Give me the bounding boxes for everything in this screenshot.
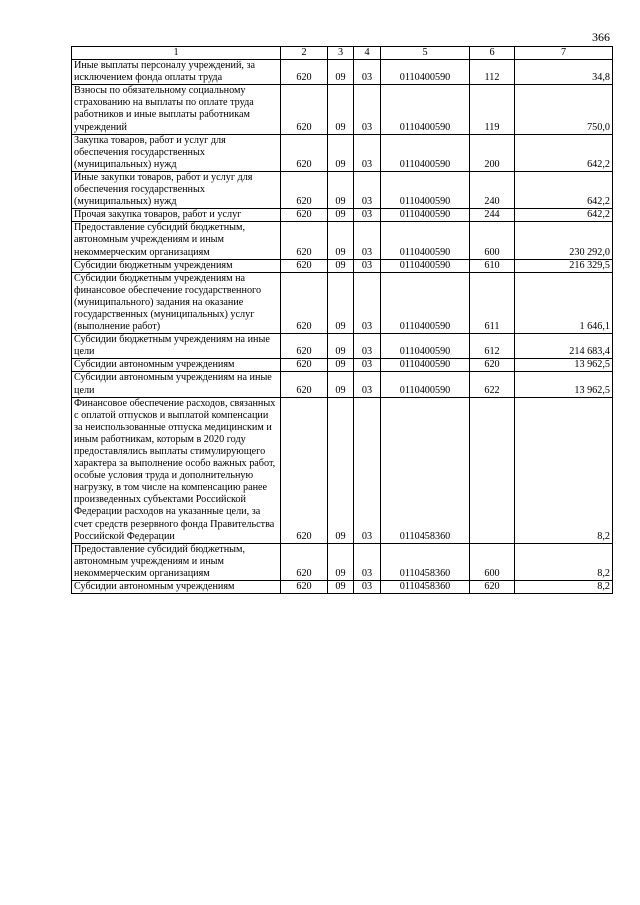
cell-amount: 34,8 <box>515 60 613 85</box>
header-col-4: 4 <box>354 47 381 60</box>
cell-name: Финансовое обеспечение расходов, связанных с оплатой отпусков и выплатой компенсации за неиспользованные отпуска медицинским и иным работникам, которым в 2020 году предоставлялись выплаты стимулирующего характера за выполнение особо важных работ, особые условия труда и дополнительную нагрузку, в том числе на компенсацию ранее произведенных субъектами Российской Федерации расходов на указанные цели, за счет средств резервного фонда Правительства Российской Федерации <box>72 397 281 543</box>
header-col-7: 7 <box>515 47 613 60</box>
cell-expense-type: 112 <box>470 60 515 85</box>
cell-section: 09 <box>328 171 354 208</box>
cell-amount: 216 329,5 <box>515 259 613 272</box>
cell-name: Субсидии бюджетным учреждениям на финансовое обеспечение государственного (муниципального) задания на оказание государственных (муниципальных) услуг (выполнение работ) <box>72 272 281 333</box>
cell-section: 09 <box>328 222 354 259</box>
cell-section: 09 <box>328 134 354 171</box>
cell-amount: 13 962,5 <box>515 372 613 397</box>
cell-target-article: 0110400590 <box>381 209 470 222</box>
cell-target-article: 0110400590 <box>381 60 470 85</box>
cell-admin-code: 620 <box>281 60 328 85</box>
cell-section: 09 <box>328 334 354 359</box>
cell-admin-code: 620 <box>281 209 328 222</box>
cell-subsection: 03 <box>354 334 381 359</box>
header-col-5: 5 <box>381 47 470 60</box>
cell-target-article: 0110400590 <box>381 359 470 372</box>
cell-name: Взносы по обязательному социальному страхованию на выплаты по оплате труда работников и иные выплаты работникам учреждений <box>72 85 281 134</box>
cell-admin-code: 620 <box>281 372 328 397</box>
cell-name: Субсидии бюджетным учреждениям на иные цели <box>72 334 281 359</box>
cell-expense-type: 240 <box>470 171 515 208</box>
cell-target-article: 0110400590 <box>381 222 470 259</box>
cell-expense-type: 610 <box>470 259 515 272</box>
cell-section: 09 <box>328 359 354 372</box>
cell-name: Субсидии бюджетным учреждениям <box>72 259 281 272</box>
cell-name: Иные выплаты персоналу учреждений, за исключением фонда оплаты труда <box>72 60 281 85</box>
cell-admin-code: 620 <box>281 397 328 543</box>
cell-subsection: 03 <box>354 171 381 208</box>
cell-amount: 642,2 <box>515 171 613 208</box>
cell-subsection: 03 <box>354 272 381 333</box>
cell-amount: 13 962,5 <box>515 359 613 372</box>
table-row <box>72 272 613 333</box>
cell-subsection: 03 <box>354 60 381 85</box>
table-row <box>72 372 613 397</box>
cell-target-article: 0110400590 <box>381 85 470 134</box>
cell-amount: 8,2 <box>515 543 613 580</box>
cell-admin-code: 620 <box>281 259 328 272</box>
budget-table <box>71 46 613 594</box>
table-row <box>72 581 613 594</box>
cell-admin-code: 620 <box>281 134 328 171</box>
cell-name: Предоставление субсидий бюджетным, автономным учреждениям и иным некоммерческим организациям <box>72 543 281 580</box>
cell-amount: 214 683,4 <box>515 334 613 359</box>
cell-amount: 8,2 <box>515 581 613 594</box>
cell-admin-code: 620 <box>281 85 328 134</box>
table-row <box>72 543 613 580</box>
header-col-2: 2 <box>281 47 328 60</box>
header-row <box>72 47 613 60</box>
cell-target-article: 0110400590 <box>381 171 470 208</box>
table-row <box>72 134 613 171</box>
cell-expense-type: 611 <box>470 272 515 333</box>
cell-expense-type <box>470 397 515 543</box>
header-col-1: 1 <box>72 47 281 60</box>
table-row <box>72 397 613 543</box>
cell-target-article: 0110458360 <box>381 397 470 543</box>
cell-target-article: 0110400590 <box>381 134 470 171</box>
cell-section: 09 <box>328 543 354 580</box>
cell-subsection: 03 <box>354 259 381 272</box>
cell-expense-type: 200 <box>470 134 515 171</box>
cell-section: 09 <box>328 259 354 272</box>
cell-name: Иные закупки товаров, работ и услуг для обеспечения государственных (муниципальных) нужд <box>72 171 281 208</box>
cell-amount: 750,0 <box>515 85 613 134</box>
cell-subsection: 03 <box>354 85 381 134</box>
cell-admin-code: 620 <box>281 272 328 333</box>
cell-name: Субсидии автономным учреждениям на иные цели <box>72 372 281 397</box>
cell-amount: 1 646,1 <box>515 272 613 333</box>
cell-subsection: 03 <box>354 209 381 222</box>
cell-name: Закупка товаров, работ и услуг для обеспечения государственных (муниципальных) нужд <box>72 134 281 171</box>
cell-section: 09 <box>328 209 354 222</box>
table-body <box>72 60 613 594</box>
cell-section: 09 <box>328 60 354 85</box>
cell-target-article: 0110400590 <box>381 272 470 333</box>
cell-target-article: 0110400590 <box>381 334 470 359</box>
header-col-6: 6 <box>470 47 515 60</box>
cell-subsection: 03 <box>354 581 381 594</box>
cell-expense-type: 620 <box>470 581 515 594</box>
cell-admin-code: 620 <box>281 543 328 580</box>
cell-target-article: 0110400590 <box>381 259 470 272</box>
table-row <box>72 171 613 208</box>
cell-name: Прочая закупка товаров, работ и услуг <box>72 209 281 222</box>
page-number: 366 <box>592 30 610 44</box>
table-row <box>72 334 613 359</box>
cell-target-article: 0110458360 <box>381 543 470 580</box>
cell-amount: 8,2 <box>515 397 613 543</box>
cell-section: 09 <box>328 581 354 594</box>
cell-amount: 230 292,0 <box>515 222 613 259</box>
cell-subsection: 03 <box>354 134 381 171</box>
cell-admin-code: 620 <box>281 581 328 594</box>
cell-subsection: 03 <box>354 397 381 543</box>
cell-subsection: 03 <box>354 222 381 259</box>
cell-section: 09 <box>328 397 354 543</box>
cell-target-article: 0110458360 <box>381 581 470 594</box>
cell-subsection: 03 <box>354 359 381 372</box>
cell-admin-code: 620 <box>281 222 328 259</box>
table-row <box>72 259 613 272</box>
table-row <box>72 209 613 222</box>
cell-amount: 642,2 <box>515 209 613 222</box>
cell-expense-type: 620 <box>470 359 515 372</box>
cell-section: 09 <box>328 272 354 333</box>
cell-admin-code: 620 <box>281 359 328 372</box>
cell-name: Предоставление субсидий бюджетным, автономным учреждениям и иным некоммерческим организациям <box>72 222 281 259</box>
cell-name: Субсидии автономным учреждениям <box>72 581 281 594</box>
table-row <box>72 60 613 85</box>
cell-section: 09 <box>328 372 354 397</box>
table-row <box>72 359 613 372</box>
cell-expense-type: 612 <box>470 334 515 359</box>
cell-admin-code: 620 <box>281 334 328 359</box>
cell-subsection: 03 <box>354 543 381 580</box>
cell-target-article: 0110400590 <box>381 372 470 397</box>
table-row <box>72 222 613 259</box>
cell-expense-type: 600 <box>470 543 515 580</box>
cell-section: 09 <box>328 85 354 134</box>
cell-expense-type: 600 <box>470 222 515 259</box>
header-col-3: 3 <box>328 47 354 60</box>
cell-expense-type: 244 <box>470 209 515 222</box>
cell-admin-code: 620 <box>281 171 328 208</box>
cell-expense-type: 119 <box>470 85 515 134</box>
cell-expense-type: 622 <box>470 372 515 397</box>
cell-amount: 642,2 <box>515 134 613 171</box>
table-row <box>72 85 613 134</box>
cell-subsection: 03 <box>354 372 381 397</box>
cell-name: Субсидии автономным учреждениям <box>72 359 281 372</box>
